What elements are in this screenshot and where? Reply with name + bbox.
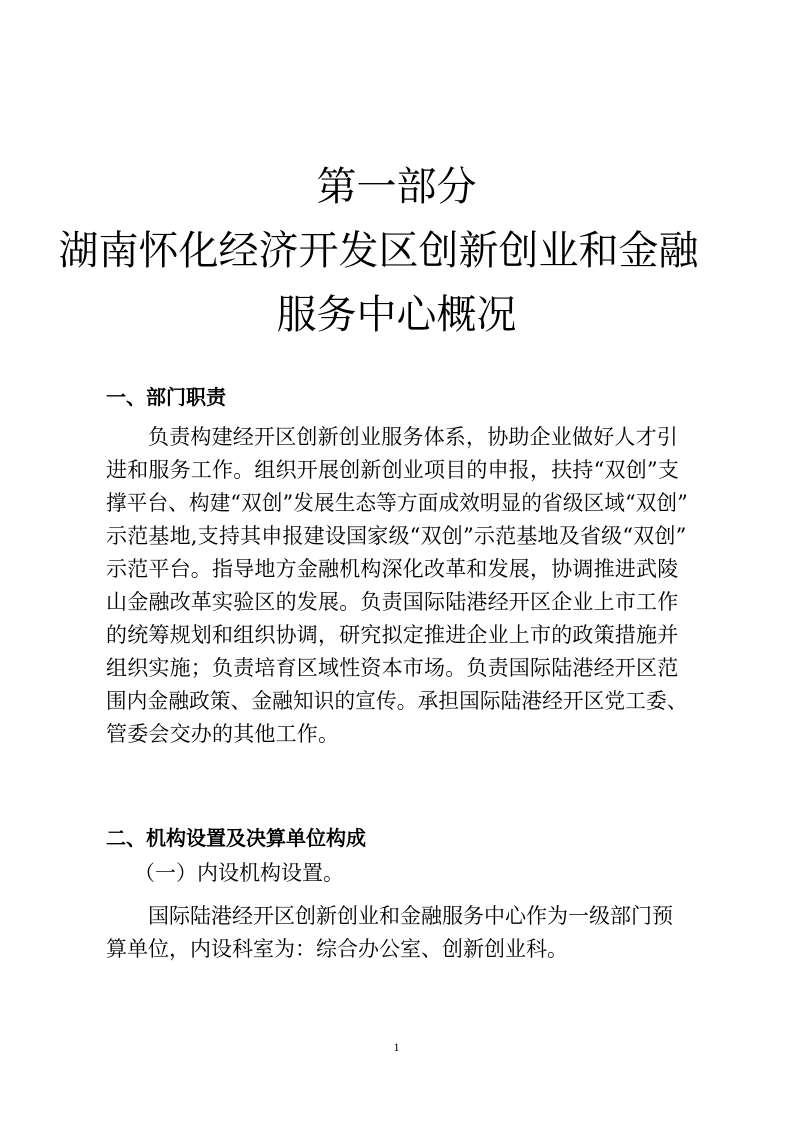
title-part: 第一部分 (316, 164, 477, 210)
paragraph-line: 撑平台、构建“双创”发展生态等方面成效明显的省级区域“双创” (106, 491, 688, 515)
title-org-line-1: 湖南怀化经济开发区创新创业和金融 (58, 228, 699, 274)
paragraph-line: 的统筹规划和组织协调，研究拟定推进企业上市的政策措施并 (106, 623, 679, 647)
paragraph-line: 组织实施；负责培育区域性资本市场。负责国际陆港经开区范 (106, 656, 679, 680)
paragraph-line: 进和服务工作。组织开展创新创业项目的申报，扶持“双创”支 (106, 458, 680, 482)
duties-paragraph (106, 421, 688, 751)
title-org-line-2: 服务中心概况 (276, 292, 517, 338)
paragraph-line: 算单位，内设科室为：综合办公室、创新创业科。 (106, 937, 568, 961)
subheading-internal-structure: （一）内设机构设置。 (134, 861, 344, 885)
paragraph-line: 负责构建经开区创新创业服务体系，协助企业做好人才引 (148, 425, 678, 449)
page-number: 1 (393, 1040, 400, 1054)
structure-paragraph (106, 900, 688, 966)
section-heading-duties: 一、部门职责 (106, 385, 226, 409)
paragraph-line: 山金融改革实验区的发展。负责国际陆港经开区企业上市工作 (106, 590, 679, 614)
section-heading-structure: 二、机构设置及决算单位构成 (106, 826, 366, 850)
paragraph-line: 示范平台。指导地方金融机构深化改革和发展，协调推进武陵 (106, 557, 679, 581)
paragraph-line: 管委会交办的其他工作。 (106, 722, 340, 746)
paragraph-line: 示范基地,支持其申报建设国家级“双创”示范基地及省级“双创” (106, 524, 687, 548)
paragraph-line: 国际陆港经开区创新创业和金融服务中心作为一级部门预 (148, 904, 673, 928)
paragraph-line: 围内金融政策、金融知识的宣传。承担国际陆港经开区党工委、 (106, 689, 688, 713)
